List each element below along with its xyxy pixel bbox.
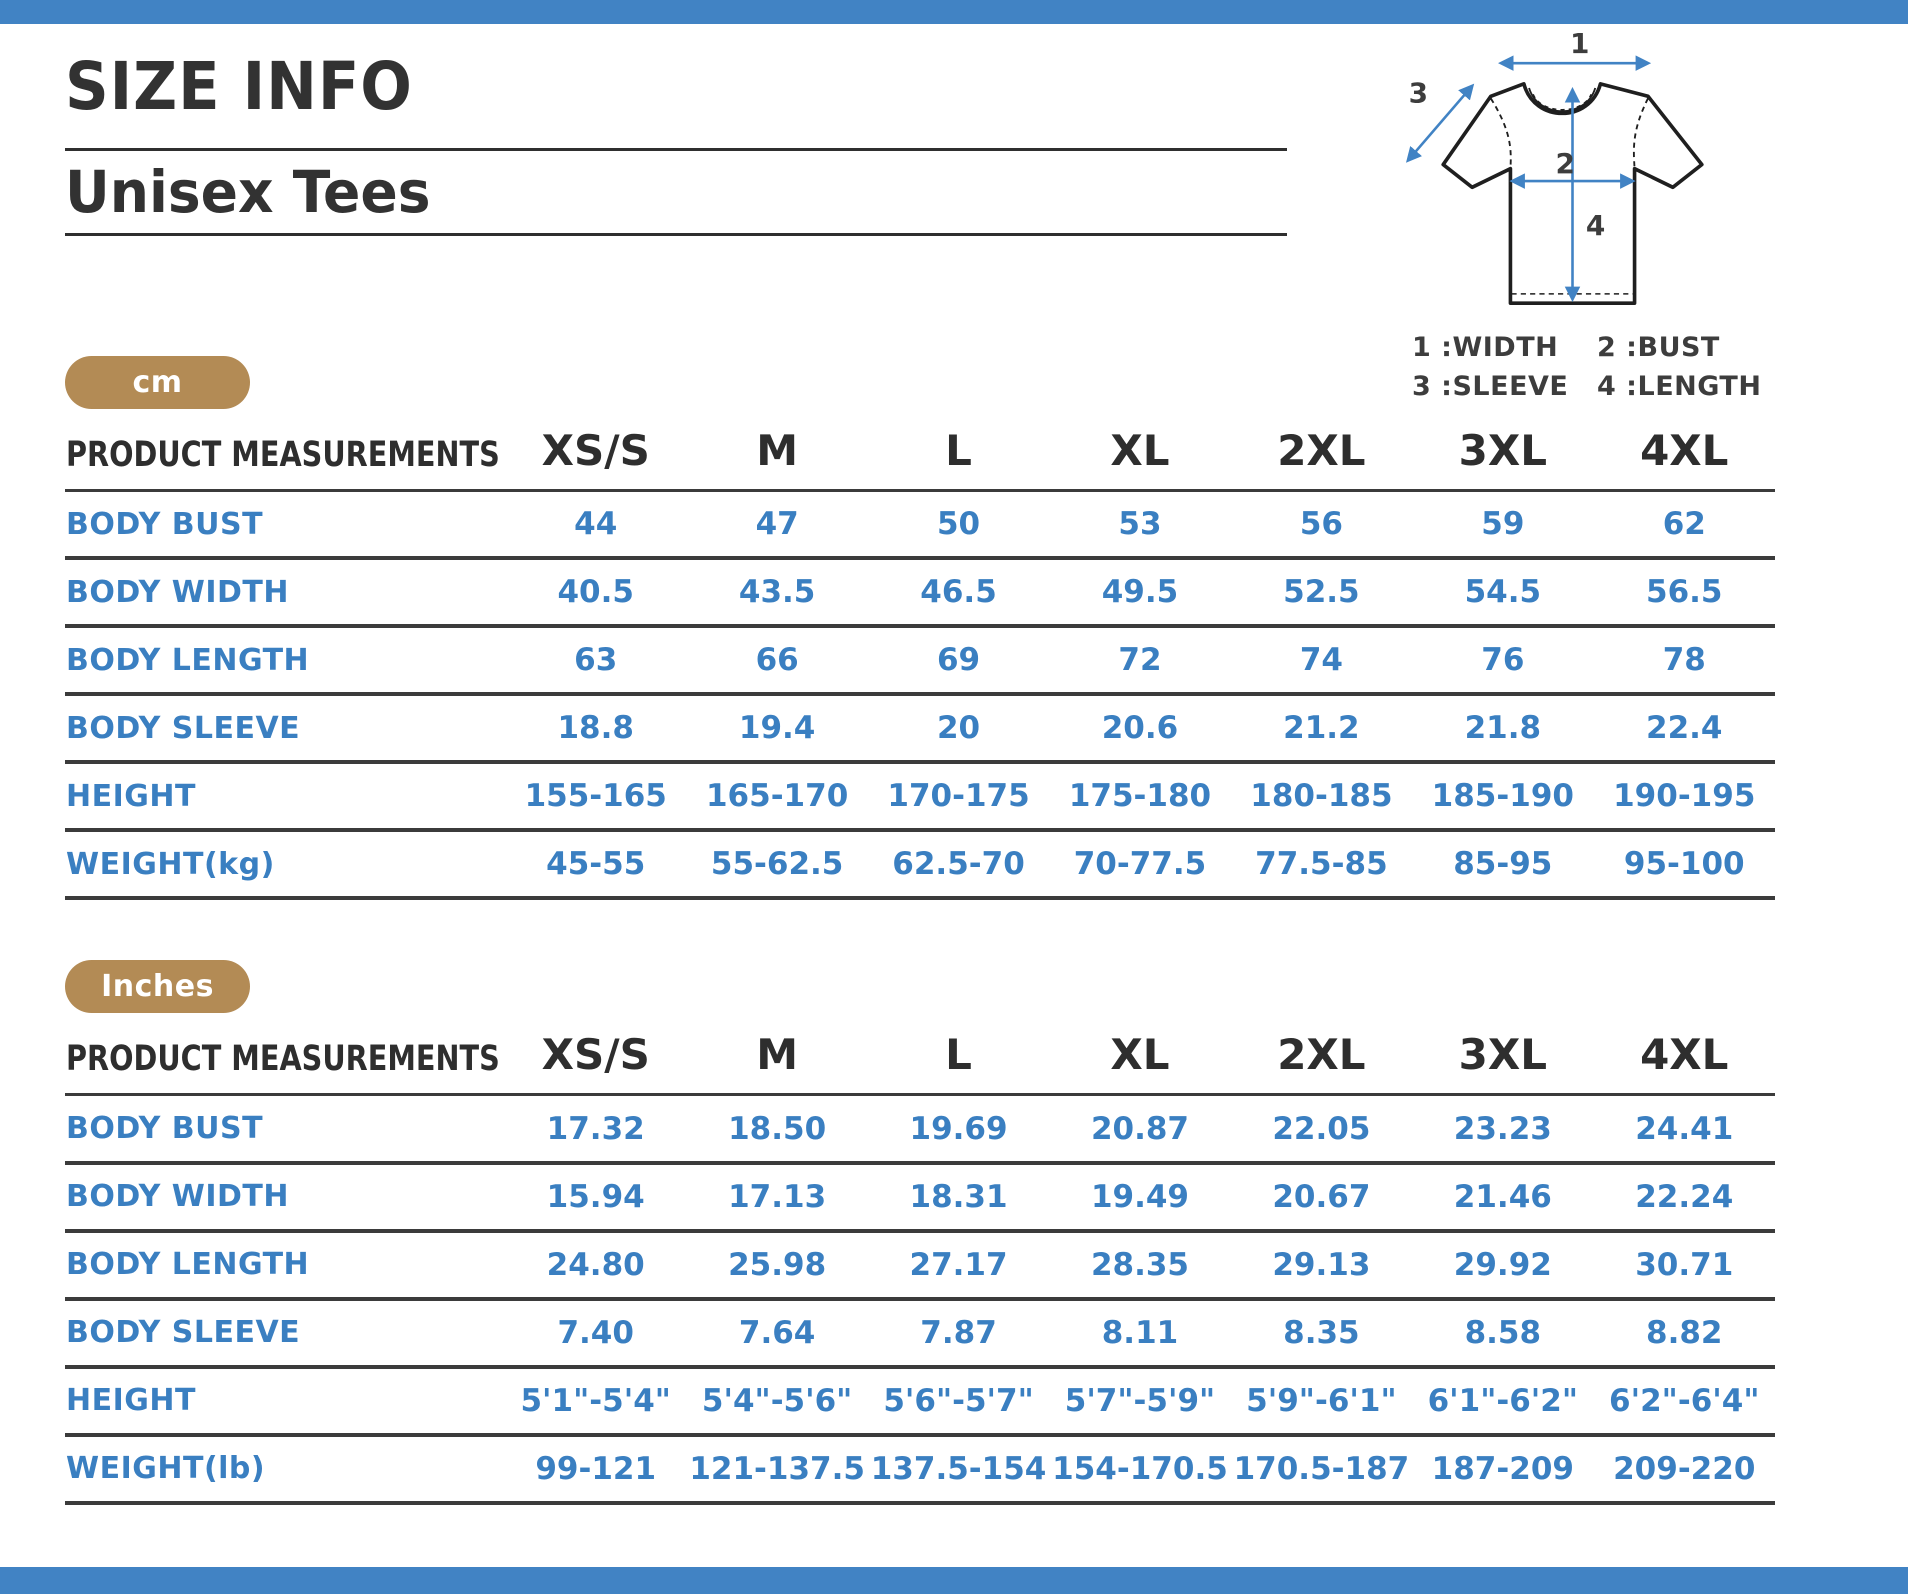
- measurement-row: [65, 1163, 1775, 1231]
- measurement-value: 56.5: [1646, 574, 1723, 611]
- measurement-value: 85-95: [1453, 846, 1553, 883]
- measurement-row: [65, 762, 1775, 830]
- measurement-row: [65, 1435, 1775, 1503]
- measurement-row-label: BODY BUST: [66, 506, 264, 542]
- sleeve-marker-number: 3: [1408, 76, 1429, 110]
- size-column-header: 2XL: [1277, 425, 1366, 475]
- measurement-value: 17.13: [728, 1178, 827, 1215]
- measurement-value: 7.87: [920, 1314, 997, 1351]
- bottom-accent-bar: [0, 1567, 1908, 1594]
- size-column-header: 4XL: [1640, 1030, 1729, 1080]
- measurement-row: [65, 1299, 1775, 1367]
- measurement-value: 27.17: [909, 1246, 1008, 1283]
- divider-line: [65, 233, 1287, 236]
- measurement-value: 43.5: [738, 574, 816, 611]
- measurement-value: 55-62.5: [710, 846, 844, 883]
- measurement-value: 8.58: [1464, 1314, 1542, 1351]
- measurement-value: 40.5: [557, 574, 634, 611]
- page-subtitle: Unisex Tees: [65, 158, 431, 226]
- measurement-value: 190-195: [1613, 778, 1756, 815]
- measurements-header-label: PRODUCT MEASUREMENTS: [66, 1039, 500, 1080]
- size-table: [65, 1029, 1775, 1505]
- measurement-value: 18.31: [909, 1178, 1008, 1215]
- measurement-row-label: BODY LENGTH: [66, 642, 310, 678]
- measurement-value: 29.13: [1272, 1246, 1371, 1283]
- measurement-value: 49.5: [1101, 574, 1179, 611]
- measurement-value: 209-220: [1613, 1450, 1756, 1487]
- measurement-value: 21.8: [1464, 710, 1542, 747]
- measurement-value: 62: [1662, 506, 1706, 543]
- measurement-value: 154-170.5: [1052, 1450, 1228, 1487]
- size-column-header: L: [945, 425, 972, 475]
- tshirt-measurement-diagram: [1400, 28, 1762, 402]
- size-column-header: XL: [1110, 1030, 1170, 1080]
- measurement-value: 25.98: [728, 1246, 827, 1283]
- measurement-value: 5'6"-5'7": [883, 1382, 1034, 1419]
- measurements-header-cell: [65, 1029, 505, 1095]
- measurement-value: 76: [1481, 642, 1525, 679]
- measurement-row: [65, 694, 1775, 762]
- measurement-row: [65, 558, 1775, 626]
- measurement-value: 21.2: [1283, 710, 1360, 747]
- measurement-row-label: BODY WIDTH: [66, 574, 289, 610]
- measurement-row: [65, 626, 1775, 694]
- measurement-value: 20.6: [1101, 710, 1179, 747]
- tshirt-diagram-drawing: [1400, 28, 1745, 328]
- measurement-value: 175-180: [1068, 778, 1212, 815]
- measurement-value: 45-55: [546, 846, 646, 883]
- measurement-value: 30.71: [1635, 1246, 1734, 1283]
- measurement-value: 8.82: [1646, 1314, 1723, 1351]
- measurement-value: 5'1"-5'4": [520, 1382, 671, 1419]
- measurement-value: 72: [1118, 642, 1162, 679]
- measurement-value: 99-121: [535, 1450, 657, 1487]
- measurement-value: 5'7"-5'9": [1064, 1382, 1216, 1419]
- size-column-header: XS/S: [541, 425, 650, 475]
- measurement-row: [65, 1095, 1775, 1163]
- diagram-legend: [1400, 332, 1762, 402]
- measurement-value: 17.32: [546, 1110, 645, 1147]
- measurement-value: 15.94: [546, 1178, 645, 1215]
- measurement-value: 170.5-187: [1233, 1450, 1410, 1487]
- measurement-value: 24.41: [1635, 1110, 1734, 1147]
- measurement-value: 22.4: [1646, 710, 1723, 747]
- measurement-value: 19.49: [1090, 1178, 1189, 1215]
- measurement-value: 24.80: [546, 1246, 645, 1283]
- size-table-section: [65, 960, 1908, 1505]
- measurement-value: 63: [574, 642, 618, 679]
- measurement-row-label: BODY LENGTH: [66, 1247, 310, 1283]
- measurements-header-cell: [65, 425, 505, 491]
- size-table-header-row: [65, 425, 1775, 491]
- measurement-row: [65, 830, 1775, 898]
- size-table-header-row: [65, 1029, 1775, 1095]
- measurement-value: 20: [936, 710, 981, 747]
- measurement-row: [65, 1231, 1775, 1299]
- measurement-value: 7.64: [738, 1314, 816, 1351]
- measurement-value: 20.87: [1090, 1110, 1189, 1147]
- size-column-header: 4XL: [1640, 425, 1729, 475]
- measurement-value: 20.67: [1272, 1178, 1371, 1215]
- legend-sleeve: 3 :SLEEVE: [1412, 371, 1569, 402]
- measurement-value: 66: [755, 642, 799, 679]
- measurement-value: 50: [936, 506, 981, 543]
- measurement-row-label: WEIGHT(lb): [66, 1451, 266, 1487]
- measurement-value: 62.5-70: [892, 846, 1025, 883]
- measurement-row-label: BODY SLEEVE: [66, 710, 301, 746]
- measurement-value: 29.92: [1453, 1246, 1552, 1283]
- measurement-value: 6'2"-6'4": [1609, 1382, 1760, 1419]
- measurement-row-label: HEIGHT: [66, 1383, 196, 1419]
- measurement-value: 5'4"-5'6": [701, 1382, 853, 1419]
- measurement-value: 52.5: [1283, 574, 1360, 611]
- width-marker-number: 1: [1570, 28, 1590, 60]
- measurement-value: 53: [1118, 506, 1162, 543]
- measurement-value: 56: [1299, 506, 1343, 543]
- measurement-value: 137.5-154: [870, 1450, 1047, 1487]
- measurement-value: 187-209: [1431, 1450, 1574, 1487]
- measurement-row: [65, 490, 1775, 558]
- size-column-header: 3XL: [1458, 1030, 1547, 1080]
- measurement-row-label: BODY WIDTH: [66, 1179, 289, 1215]
- measurements-header-label: PRODUCT MEASUREMENTS: [66, 434, 500, 475]
- measurement-value: 18.8: [557, 710, 634, 747]
- measurement-value: 69: [936, 642, 981, 679]
- measurement-value: 47: [755, 506, 799, 543]
- divider-line: [65, 148, 1287, 151]
- length-marker-number: 4: [1585, 208, 1606, 242]
- measurement-value: 170-175: [887, 778, 1030, 815]
- measurement-value: 46.5: [920, 574, 997, 611]
- size-column-header: XL: [1110, 425, 1170, 475]
- unit-badge: Inches: [65, 960, 250, 1013]
- measurement-value: 185-190: [1431, 778, 1574, 815]
- measurement-value: 28.35: [1090, 1246, 1189, 1283]
- size-column-header: 3XL: [1458, 425, 1547, 475]
- measurement-value: 77.5-85: [1255, 846, 1388, 883]
- measurement-value: 74: [1299, 642, 1343, 679]
- measurement-value: 22.05: [1272, 1110, 1371, 1147]
- size-column-header: L: [945, 1030, 972, 1080]
- size-column-header: M: [756, 425, 799, 475]
- legend-length: 4 :LENGTH: [1597, 371, 1762, 402]
- bust-marker-number: 2: [1555, 146, 1575, 180]
- size-column-header: 2XL: [1277, 1030, 1366, 1080]
- measurement-value: 7.40: [557, 1314, 634, 1351]
- size-table-section: [65, 356, 1908, 901]
- page-title: SIZE INFO: [65, 48, 413, 125]
- legend-bust: 2 :BUST: [1597, 332, 1720, 363]
- measurement-value: 44: [574, 506, 618, 543]
- measurement-value: 18.50: [728, 1110, 827, 1147]
- measurement-row-label: WEIGHT(kg): [66, 846, 275, 882]
- measurement-value: 54.5: [1464, 574, 1542, 611]
- measurement-value: 23.23: [1453, 1110, 1552, 1147]
- unit-badge: cm: [65, 356, 250, 409]
- measurement-value: 19.4: [738, 710, 816, 747]
- measurement-value: 6'1"-6'2": [1427, 1382, 1579, 1419]
- size-column-header: XS/S: [541, 1030, 650, 1080]
- measurement-value: 8.11: [1101, 1314, 1179, 1351]
- legend-width: 1 :WIDTH: [1412, 332, 1559, 363]
- measurement-value: 19.69: [909, 1110, 1008, 1147]
- measurement-value: 95-100: [1623, 846, 1745, 883]
- measurement-value: 121-137.5: [689, 1450, 865, 1487]
- measurement-value: 21.46: [1453, 1178, 1552, 1215]
- measurement-row: [65, 1367, 1775, 1435]
- size-column-header: M: [756, 1030, 799, 1080]
- measurement-value: 8.35: [1283, 1314, 1360, 1351]
- measurement-value: 59: [1481, 506, 1525, 543]
- measurement-value: 22.24: [1635, 1178, 1734, 1215]
- measurement-value: 165-170: [705, 778, 849, 815]
- size-table: [65, 425, 1775, 901]
- measurement-row-label: BODY SLEEVE: [66, 1315, 301, 1351]
- measurement-value: 155-165: [524, 778, 667, 815]
- size-tables-area: [0, 356, 1908, 1505]
- measurement-row-label: BODY BUST: [66, 1111, 264, 1147]
- measurement-value: 78: [1662, 642, 1706, 679]
- measurement-value: 70-77.5: [1073, 846, 1207, 883]
- measurement-value: 180-185: [1250, 778, 1393, 815]
- measurement-value: 5'9"-6'1": [1246, 1382, 1397, 1419]
- measurement-row-label: HEIGHT: [66, 778, 196, 814]
